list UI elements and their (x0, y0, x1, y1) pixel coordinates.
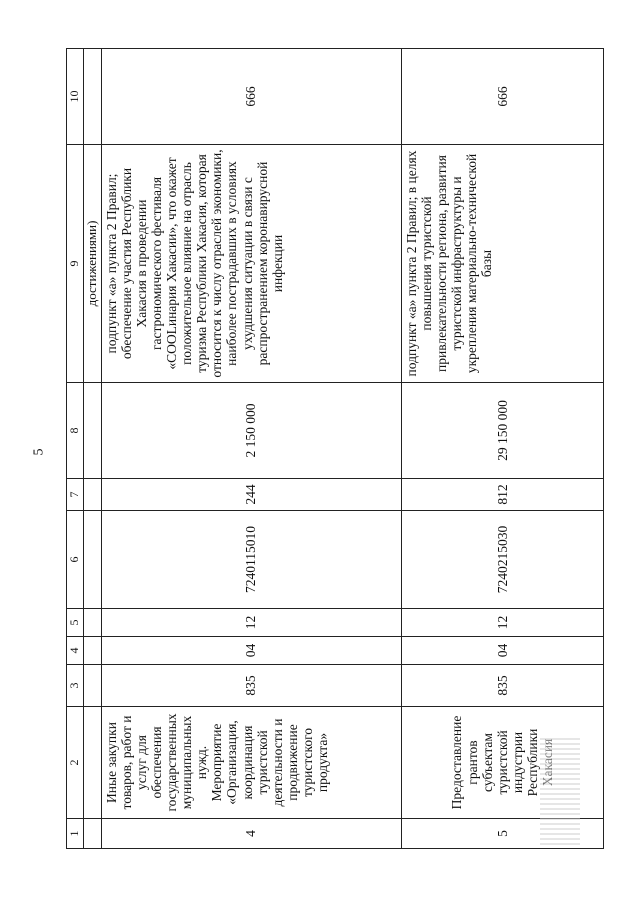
row-number: 4 (101, 819, 401, 849)
code-cell: 04 (101, 637, 401, 665)
table-row (401, 49, 603, 849)
code-cell: 666 (101, 49, 401, 145)
code-cell: 7240115010 (101, 511, 401, 609)
table-cell (84, 479, 102, 511)
row-name: Предоставление грантов субъектам туристской индустрии Республики (401, 707, 603, 819)
header-cell: 3 (67, 665, 84, 707)
amount-cell: 29 150 000 (401, 383, 603, 479)
row-name-line2: Мероприятие «Организация, координация туристской деятельности и продвижение туристского продукта» (209, 718, 331, 807)
code-cell: 812 (401, 479, 603, 511)
carry-over-row (84, 49, 102, 849)
header-cell: 4 (67, 637, 84, 665)
header-cell: 8 (67, 383, 84, 479)
table-cell (84, 609, 102, 637)
code-cell: 7240215030 (401, 511, 603, 609)
row-name (101, 707, 401, 819)
code-cell: 835 (101, 665, 401, 707)
code-cell: 835 (401, 665, 603, 707)
table-cell (84, 49, 102, 145)
table-cell (84, 383, 102, 479)
code-cell: 666 (401, 49, 603, 145)
code-cell: 244 (101, 479, 401, 511)
header-cell: 5 (67, 609, 84, 637)
amount-cell: 2 150 000 (101, 383, 401, 479)
table-cell (84, 707, 102, 819)
code-cell: 12 (401, 609, 603, 637)
code-cell: 04 (401, 637, 603, 665)
carry-over-text: достижениями) (84, 145, 102, 383)
row-number: 5 (401, 819, 603, 849)
header-cell: 1 (67, 819, 84, 849)
rotated-page (66, 49, 604, 849)
table-cell (84, 665, 102, 707)
table-cell (84, 637, 102, 665)
table-cell (84, 511, 102, 609)
page-number: 5 (31, 448, 47, 456)
code-cell: 12 (101, 609, 401, 637)
header-cell: 7 (67, 479, 84, 511)
header-cell: 2 (67, 707, 84, 819)
row-name-line1: Иные закупки товаров, работ и услуг для обеспечения государственных муниципальных нужд. (103, 713, 210, 812)
header-cell: 9 (67, 145, 84, 383)
description-cell: подпункт «а» пункта 2 Правил; в целях повышения туристской привлекательности региона, развития туристской инфраструктуры и укрепления материально-технической базы (401, 145, 603, 383)
table-cell (84, 819, 102, 849)
table-row (101, 49, 401, 849)
header-row (67, 49, 84, 849)
header-cell: 6 (67, 511, 84, 609)
description-cell: подпункт «а» пункта 2 Правил; обеспечение участия Республики Хакасия в проведении гастрономического фестиваля «COOLинария Хакасии», что окажет положительное влияние на отрасль туризма Республики Хакасия, которая относится к числу отраслей экономики, наиболее пострадавших в условиях ухудшения ситуации в связи с распространением коронавирусной инфекции (101, 145, 401, 383)
header-cell: 10 (67, 49, 84, 145)
budget-table (66, 48, 604, 849)
scan-artifact (540, 735, 580, 845)
